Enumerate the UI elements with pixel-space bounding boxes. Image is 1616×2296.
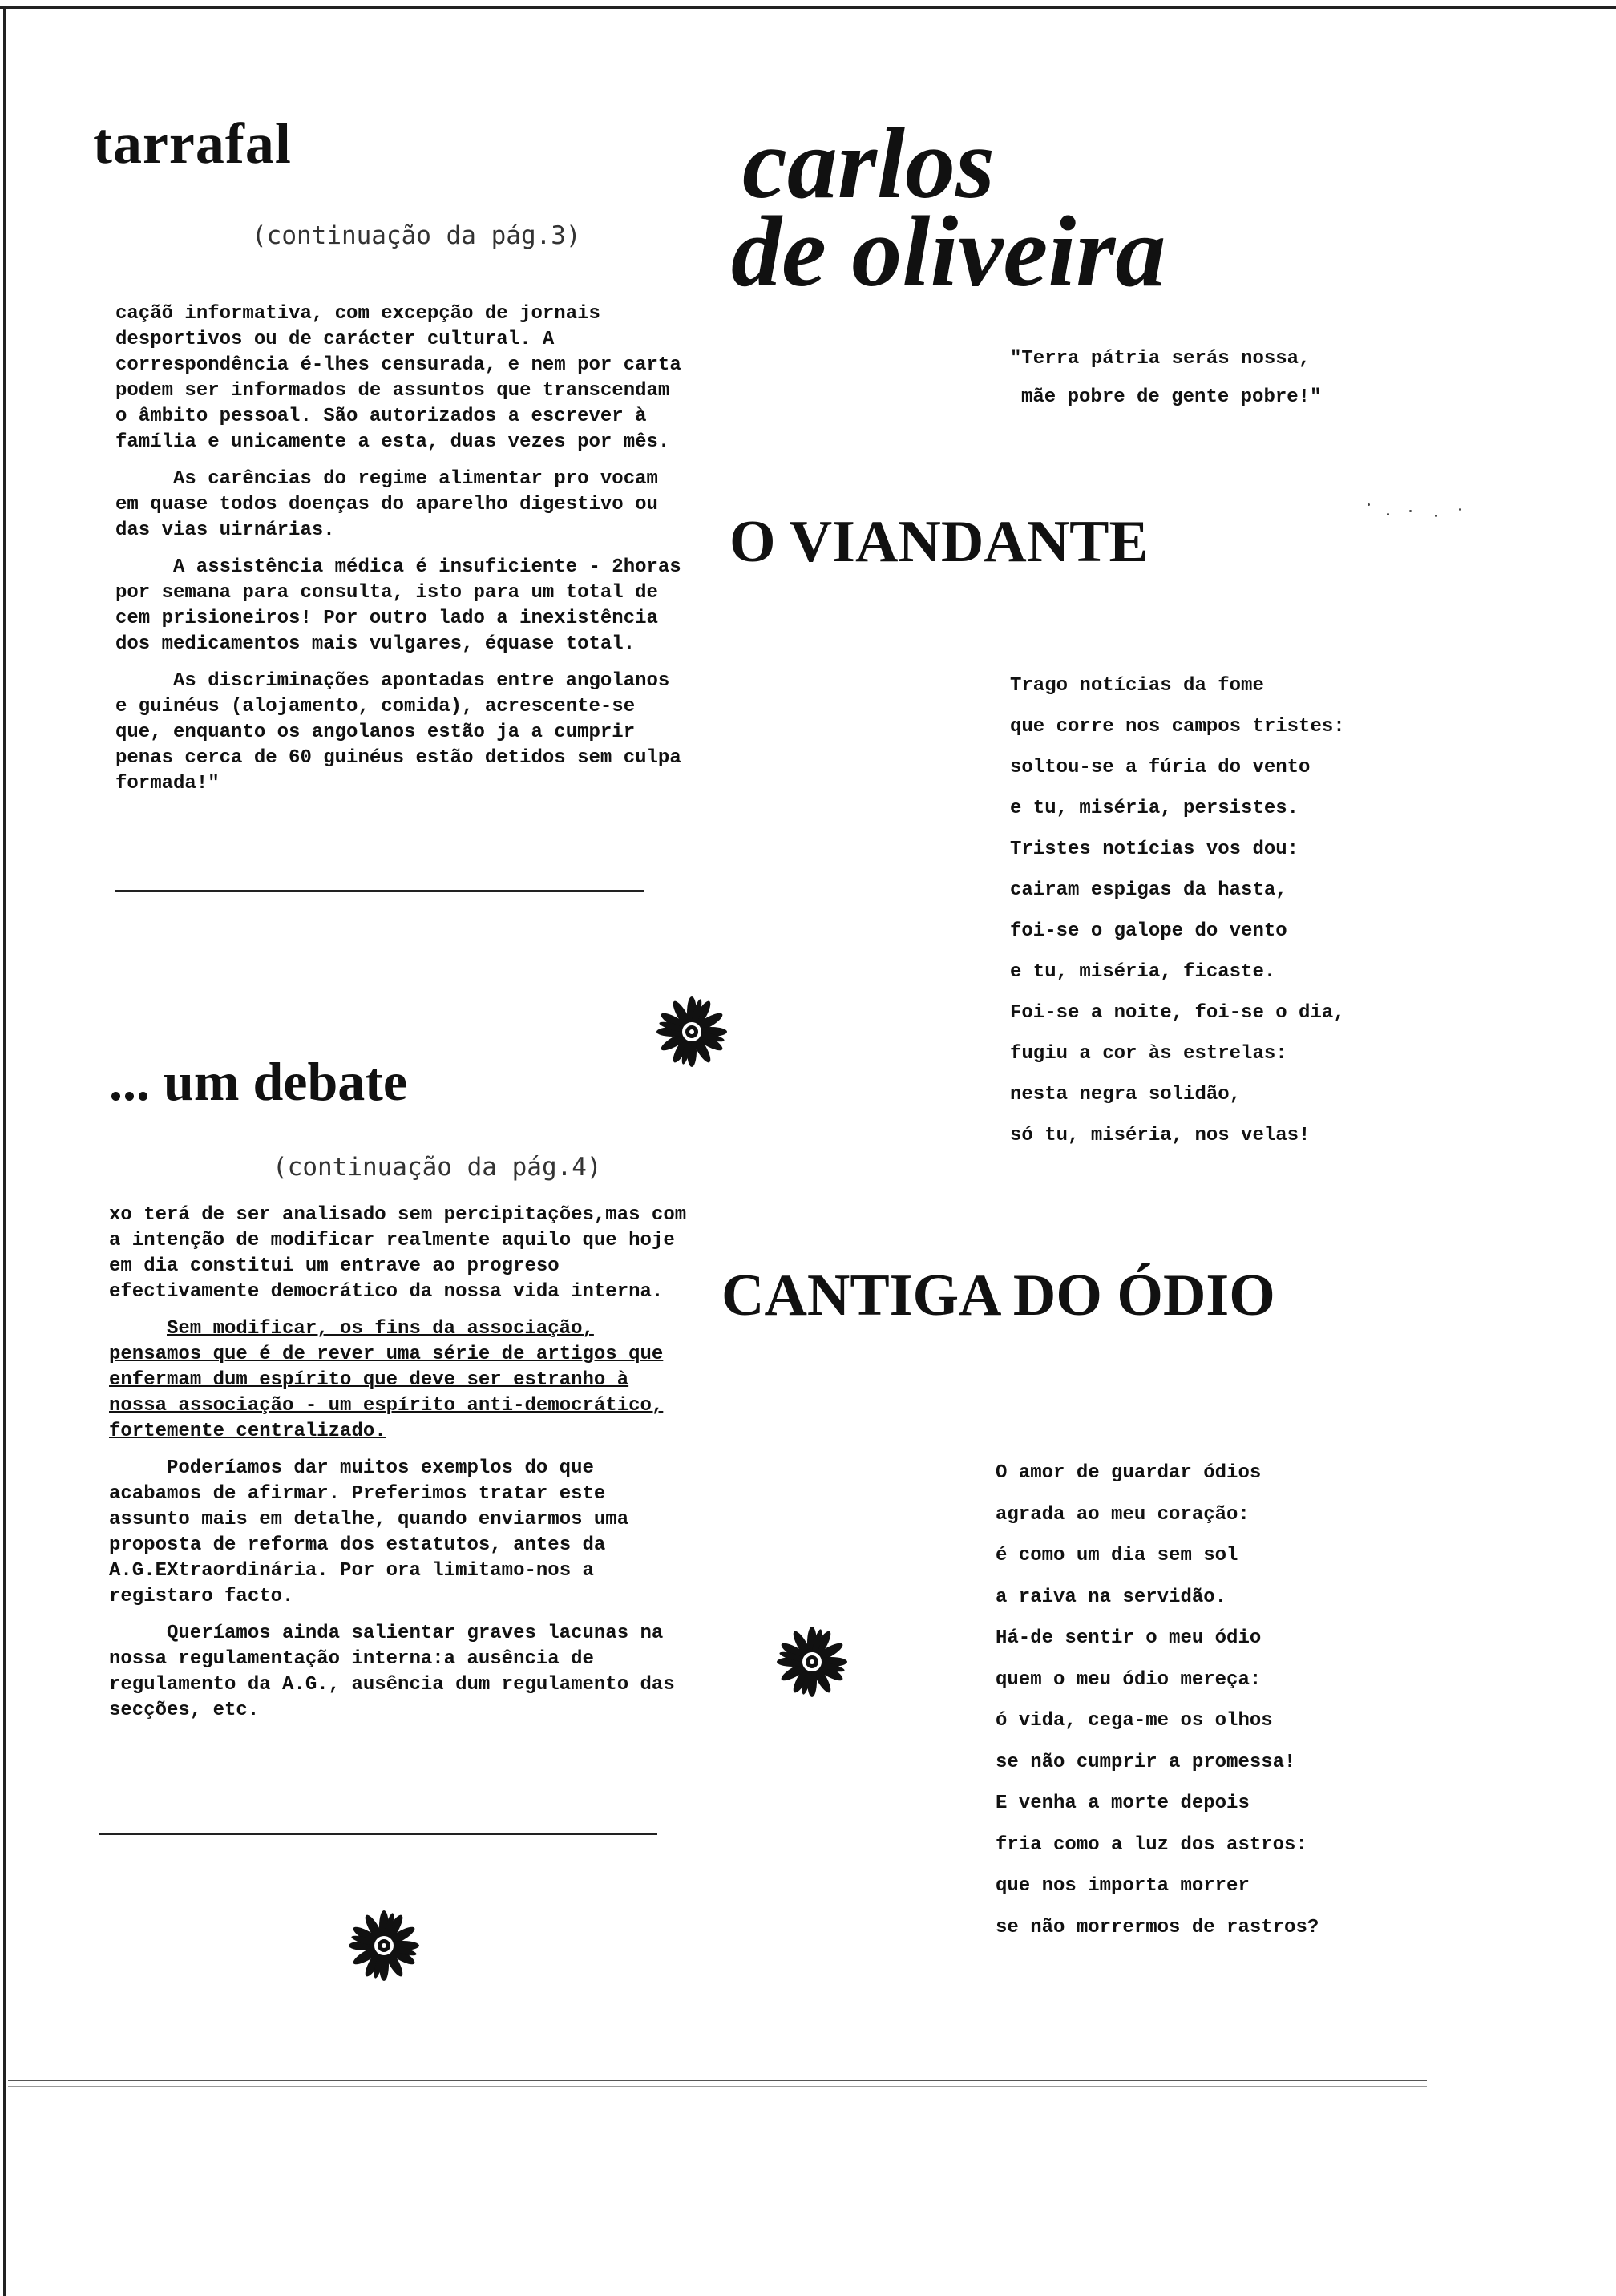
poem-line: e tu, miséria, ficaste. — [1010, 961, 1276, 983]
author-epigraph — [1010, 340, 1321, 417]
debate-paragraph: Queríamos ainda salientar graves lacunas na nossa regulamentação interna:a ausência de regulamento da A.G., ausência dum regulamento das secções, etc. — [109, 1623, 675, 1721]
poem-line: quem o meu ódio mereça: — [996, 1668, 1262, 1691]
poem-line: E venha a morte depois — [996, 1793, 1250, 1814]
ink-speck — [1387, 513, 1389, 515]
poem-line: fugiu a cor às estrelas: — [1010, 1043, 1287, 1065]
tarrafal-divider — [115, 890, 644, 892]
tarrafal-title: tarrafal — [93, 111, 292, 176]
author-name-line1: carlos — [742, 108, 995, 220]
poem-line: se não cumprir a promessa! — [996, 1751, 1296, 1773]
tarrafal-paragraph: As discriminações apontadas entre angolanos e guinéus (alojamento, comida), acrescente-se que, enquanto os angolanos estão ja a cumprir penas cerca de 60 guinéus estão detidos sem culpa formada!" — [115, 670, 681, 794]
debate-divider — [99, 1833, 657, 1835]
poem-line: que nos importa morrer — [996, 1875, 1250, 1897]
bottom-rule — [8, 2080, 1427, 2081]
debate-paragraph: Poderíamos dar muitos exemplos do que acabamos de afirmar. Preferimos tratar este assunto mais em detalhe, quando enviarmos uma proposta de reforma dos estatutos, antes da A.G.EXtraordinária. Por ora limitamo-nos a registaro facto. — [109, 1457, 629, 1607]
ink-speck — [1368, 503, 1370, 506]
tarrafal-paragraph: As carências do regime alimentar pro vocam em quase todos doenças do aparelho digestivo ou das vias uirnárias. — [115, 468, 658, 541]
poem-line: a raiva na servidão. — [996, 1586, 1227, 1608]
flower-icon — [648, 988, 736, 1076]
ink-speck — [1459, 508, 1461, 511]
debate-continuation: (continuação da pág.4) — [273, 1153, 602, 1182]
tarrafal-body — [115, 301, 685, 808]
poem-line: cairam espigas da hasta, — [1010, 879, 1287, 901]
tarrafal-paragraph: A assistência médica é insuficiente - 2horas por semana para consulta, isto para um total de cem prisioneiros! Por outro lado a inexistência dos medicamentos mais vulgares, équase total. — [115, 556, 681, 655]
poem-line: só tu, miséria, nos velas! — [1010, 1125, 1311, 1146]
debate-title: ... um debate — [109, 1051, 408, 1112]
poem-line: nesta negra solidão, — [1010, 1084, 1242, 1106]
author-name-line2: de oliveira — [731, 196, 1166, 308]
cantiga-poem — [996, 1453, 1319, 1948]
poem-line: e tu, miséria, persistes. — [1010, 798, 1299, 819]
poem-line: Há-de sentir o meu ódio — [996, 1627, 1262, 1649]
page-border-top — [0, 6, 1616, 9]
poem-line: Tristes notícias vos dou: — [1010, 839, 1299, 860]
viandante-title: O VIANDANTE — [729, 509, 1149, 575]
poem-line: foi-se o galope do vento — [1010, 920, 1287, 942]
debate-paragraph: Sem modificar, os fins da associação, pensamos que é de rever uma série de artigos que enfermam dum espírito que deve ser estranho à nossa associação - um espírito anti-democrático, fortemente centralizado. — [109, 1318, 664, 1442]
poem-line: se não morrermos de rastros? — [996, 1916, 1319, 1938]
epigraph-line: "Terra pátria serás nossa, — [1010, 348, 1311, 370]
poem-line: ó vida, cega-me os olhos — [996, 1710, 1273, 1732]
flower-icon — [768, 1618, 856, 1706]
cantiga-title: CANTIGA DO ÓDIO — [721, 1263, 1275, 1328]
ink-speck — [1435, 515, 1437, 517]
tarrafal-paragraph: caçãõ informativa, com excepção de jornais desportivos ou de carácter cultural. A correspondência é-lhes censurada, e nem por carta podem ser informados de assuntos que transcendam o âmbito pessoal. São autorizados a escrever à família e unicamente a esta, duas vezes por mês. — [115, 303, 681, 453]
poem-line: é como um dia sem sol — [996, 1545, 1238, 1566]
viandante-poem — [1010, 665, 1345, 1156]
poem-line: Foi-se a noite, foi-se o dia, — [1010, 1002, 1345, 1024]
flower-icon — [340, 1902, 428, 1990]
debate-body — [109, 1203, 689, 1735]
poem-line: agrada ao meu coração: — [996, 1503, 1250, 1526]
poem-line: soltou-se a fúria do vento — [1010, 757, 1311, 778]
debate-paragraph: xo terá de ser analisado sem percipitações,mas com a intenção de modificar realmente aquilo que hoje em dia constitui um entrave ao progreso efectivamente democrático da nossa vida interna. — [109, 1204, 687, 1303]
ink-speck — [1409, 510, 1412, 512]
epigraph-line: mãe pobre de gente pobre!" — [1021, 386, 1322, 408]
poem-line: que corre nos campos tristes: — [1010, 716, 1345, 738]
poem-line: O amor de guardar ódios — [996, 1462, 1262, 1484]
bottom-rule — [8, 2086, 1427, 2087]
poem-line: Trago notícias da fome — [1010, 675, 1264, 697]
page-border-left — [3, 6, 6, 2296]
poem-line: fria como a luz dos astros: — [996, 1833, 1307, 1856]
tarrafal-continuation: (continuação da pág.3) — [252, 221, 581, 250]
